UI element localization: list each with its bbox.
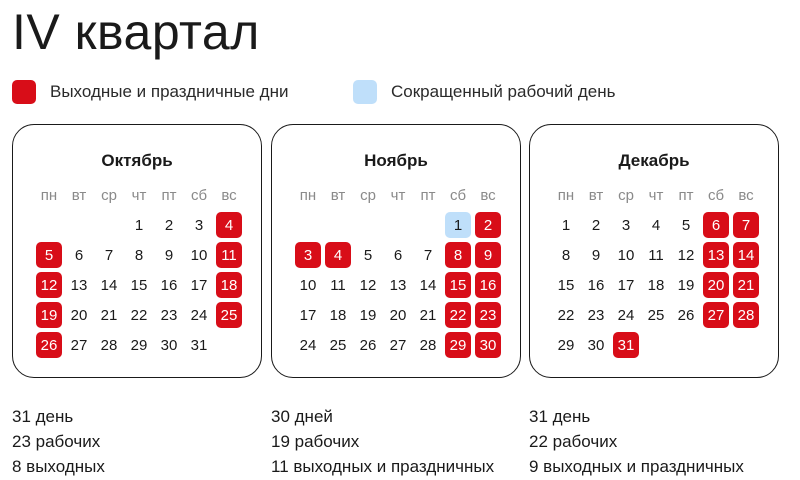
day-number: 1: [134, 216, 144, 234]
day-number: 21: [100, 306, 118, 324]
weekday-label: вс: [480, 186, 496, 204]
days-grid: [34, 180, 244, 360]
empty-day-cell: [413, 210, 443, 240]
day-cell: [353, 330, 383, 360]
day-number: 10: [299, 276, 317, 294]
day-cell: [154, 270, 184, 300]
day-number: 18: [216, 272, 242, 298]
day-cell: [353, 270, 383, 300]
day-number: 5: [36, 242, 62, 268]
day-number: 24: [190, 306, 208, 324]
day-number: 3: [194, 216, 204, 234]
month-title: Ноябрь: [364, 151, 428, 170]
holiday-day-cell: [701, 240, 731, 270]
day-number: 7: [104, 246, 114, 264]
day-number: 15: [130, 276, 148, 294]
day-number: 6: [393, 246, 403, 264]
holiday-day-cell: [323, 240, 353, 270]
day-cell: [154, 300, 184, 330]
day-number: 13: [70, 276, 88, 294]
day-cell: [581, 210, 611, 240]
day-cell: [293, 270, 323, 300]
day-number: 4: [651, 216, 661, 234]
holiday-day-cell: [473, 270, 503, 300]
day-number: 27: [70, 336, 88, 354]
day-number: 17: [299, 306, 317, 324]
day-cell: [551, 240, 581, 270]
day-number: 18: [647, 276, 665, 294]
day-cell: [94, 240, 124, 270]
day-number: 5: [681, 216, 691, 234]
day-number: 29: [130, 336, 148, 354]
legend-holiday-label: Выходные и праздничные дни: [50, 82, 289, 101]
day-number: 22: [557, 306, 575, 324]
weekday-label: вс: [738, 186, 754, 204]
day-cell: [611, 210, 641, 240]
weekday-label: пт: [420, 186, 436, 204]
day-number: 16: [587, 276, 605, 294]
day-cell: [184, 270, 214, 300]
calendar-december: [529, 124, 779, 378]
day-number: 6: [703, 212, 729, 238]
holiday-day-cell: [701, 210, 731, 240]
day-cell: [551, 210, 581, 240]
day-number: 26: [677, 306, 695, 324]
day-cell: [293, 300, 323, 330]
day-number: 29: [445, 332, 471, 358]
day-number: 6: [74, 246, 84, 264]
day-cell: [94, 330, 124, 360]
day-cell: [124, 300, 154, 330]
day-number: 1: [561, 216, 571, 234]
day-number: 11: [330, 276, 346, 294]
day-cell: [383, 240, 413, 270]
day-cell: [184, 240, 214, 270]
weekday-label: вт: [588, 186, 604, 204]
day-cell: [124, 240, 154, 270]
day-cell: [413, 240, 443, 270]
day-cell: [671, 300, 701, 330]
holiday-day-cell: [214, 300, 244, 330]
day-number: 28: [419, 336, 437, 354]
day-cell: [383, 330, 413, 360]
day-number: 15: [445, 272, 471, 298]
day-number: 22: [445, 302, 471, 328]
day-number: 24: [617, 306, 635, 324]
stats-days-off: 8 выходных: [12, 457, 105, 476]
holiday-day-cell: [473, 330, 503, 360]
day-number: 9: [591, 246, 601, 264]
stats-october: [12, 404, 105, 479]
empty-day-cell: [34, 210, 64, 240]
short-day-cell: [443, 210, 473, 240]
day-cell: [551, 300, 581, 330]
day-number: 27: [703, 302, 729, 328]
holiday-swatch-icon: [12, 80, 36, 104]
day-number: 23: [475, 302, 501, 328]
day-number: 31: [190, 336, 208, 354]
month-title: Декабрь: [618, 151, 690, 170]
day-cell: [94, 300, 124, 330]
stats-november: [271, 404, 494, 479]
day-number: 11: [648, 246, 664, 264]
day-number: 18: [329, 306, 347, 324]
day-cell: [641, 270, 671, 300]
day-number: 26: [36, 332, 62, 358]
day-cell: [184, 210, 214, 240]
day-number: 20: [389, 306, 407, 324]
day-number: 8: [445, 242, 471, 268]
day-number: 7: [423, 246, 433, 264]
empty-day-cell: [353, 210, 383, 240]
legend-short-day-label: Сокращенный рабочий день: [391, 82, 616, 101]
day-number: 1: [445, 212, 471, 238]
day-cell: [641, 210, 671, 240]
day-cell: [154, 210, 184, 240]
day-cell: [64, 240, 94, 270]
day-cell: [353, 300, 383, 330]
day-cell: [413, 300, 443, 330]
day-cell: [413, 270, 443, 300]
page-title: IV квартал: [12, 4, 260, 60]
day-cell: [641, 240, 671, 270]
empty-day-cell: [64, 210, 94, 240]
day-number: 8: [134, 246, 144, 264]
day-number: 17: [617, 276, 635, 294]
day-cell: [641, 300, 671, 330]
day-number: 24: [299, 336, 317, 354]
weekday-label: сб: [707, 186, 725, 204]
day-cell: [184, 300, 214, 330]
day-cell: [581, 300, 611, 330]
day-cell: [671, 270, 701, 300]
day-number: 3: [295, 242, 321, 268]
short-day-swatch-icon: [353, 80, 377, 104]
holiday-day-cell: [34, 300, 64, 330]
day-number: 25: [329, 336, 347, 354]
holiday-day-cell: [473, 210, 503, 240]
day-number: 14: [100, 276, 118, 294]
day-number: 12: [359, 276, 377, 294]
weekday-label: вт: [330, 186, 346, 204]
day-cell: [551, 330, 581, 360]
weekday-label: сб: [190, 186, 208, 204]
day-number: 11: [216, 242, 242, 268]
day-cell: [383, 270, 413, 300]
day-number: 7: [733, 212, 759, 238]
day-number: 31: [613, 332, 639, 358]
day-number: 14: [419, 276, 437, 294]
day-number: 10: [190, 246, 208, 264]
day-number: 19: [359, 306, 377, 324]
day-cell: [64, 330, 94, 360]
holiday-day-cell: [731, 270, 761, 300]
day-number: 26: [359, 336, 377, 354]
weekday-label: ср: [618, 186, 634, 204]
day-cell: [124, 330, 154, 360]
day-number: 19: [36, 302, 62, 328]
day-number: 21: [419, 306, 437, 324]
holiday-day-cell: [34, 240, 64, 270]
day-number: 22: [130, 306, 148, 324]
day-cell: [124, 270, 154, 300]
day-number: 30: [160, 336, 178, 354]
day-cell: [94, 270, 124, 300]
day-cell: [293, 330, 323, 360]
day-cell: [671, 210, 701, 240]
month-title: Октябрь: [101, 151, 173, 170]
holiday-day-cell: [293, 240, 323, 270]
calendar-october: [12, 124, 262, 378]
weekday-label: пт: [161, 186, 177, 204]
weekday-label: сб: [449, 186, 467, 204]
day-number: 29: [557, 336, 575, 354]
holiday-day-cell: [34, 330, 64, 360]
day-number: 10: [617, 246, 635, 264]
stats-days-off: 9 выходных и праздничных: [529, 457, 744, 476]
days-grid: [293, 180, 503, 360]
day-number: 2: [591, 216, 601, 234]
weekday-label: пн: [299, 186, 317, 204]
day-number: 12: [36, 272, 62, 298]
weekday-label: вт: [71, 186, 87, 204]
days-grid: [551, 180, 761, 360]
day-number: 3: [621, 216, 631, 234]
day-number: 4: [216, 212, 242, 238]
day-number: 23: [160, 306, 178, 324]
day-cell: [551, 270, 581, 300]
weekday-label: ср: [360, 186, 376, 204]
day-number: 9: [475, 242, 501, 268]
day-number: 5: [363, 246, 373, 264]
holiday-day-cell: [731, 240, 761, 270]
day-number: 20: [703, 272, 729, 298]
weekday-label: пн: [40, 186, 58, 204]
day-number: 20: [70, 306, 88, 324]
day-number: 8: [561, 246, 571, 264]
holiday-day-cell: [443, 240, 473, 270]
day-cell: [611, 300, 641, 330]
day-number: 17: [190, 276, 208, 294]
holiday-day-cell: [473, 240, 503, 270]
day-cell: [581, 270, 611, 300]
day-number: 28: [100, 336, 118, 354]
weekday-label: пн: [557, 186, 575, 204]
stats-total-days: 31 день: [12, 407, 74, 426]
day-cell: [124, 210, 154, 240]
holiday-day-cell: [731, 300, 761, 330]
day-cell: [611, 270, 641, 300]
day-cell: [64, 270, 94, 300]
day-number: 25: [647, 306, 665, 324]
day-number: 13: [703, 242, 729, 268]
day-number: 13: [389, 276, 407, 294]
holiday-day-cell: [443, 270, 473, 300]
weekday-label: чт: [390, 186, 406, 204]
empty-day-cell: [293, 210, 323, 240]
day-number: 27: [389, 336, 407, 354]
holiday-day-cell: [611, 330, 641, 360]
empty-day-cell: [383, 210, 413, 240]
day-number: 16: [160, 276, 178, 294]
stats-total-days: 31 день: [529, 407, 591, 426]
stats-days-off: 11 выходных и праздничных: [271, 457, 495, 476]
stats-december: [529, 404, 744, 479]
weekday-label: чт: [131, 186, 147, 204]
day-cell: [413, 330, 443, 360]
day-number: 21: [733, 272, 759, 298]
day-cell: [383, 300, 413, 330]
day-cell: [353, 240, 383, 270]
day-number: 15: [557, 276, 575, 294]
day-cell: [184, 330, 214, 360]
holiday-day-cell: [214, 240, 244, 270]
day-number: 4: [325, 242, 351, 268]
day-number: 25: [216, 302, 242, 328]
day-number: 12: [677, 246, 695, 264]
holiday-day-cell: [443, 330, 473, 360]
day-cell: [154, 240, 184, 270]
legend-holiday: [12, 80, 288, 104]
holiday-day-cell: [731, 210, 761, 240]
day-cell: [323, 300, 353, 330]
day-number: 9: [164, 246, 174, 264]
day-cell: [323, 330, 353, 360]
empty-day-cell: [94, 210, 124, 240]
day-cell: [323, 270, 353, 300]
day-cell: [581, 330, 611, 360]
day-number: 23: [587, 306, 605, 324]
empty-day-cell: [323, 210, 353, 240]
day-number: 16: [475, 272, 501, 298]
day-number: 19: [677, 276, 695, 294]
holiday-day-cell: [443, 300, 473, 330]
stats-working-days: 23 рабочих: [12, 432, 101, 451]
weekday-label: ср: [101, 186, 117, 204]
weekday-label: вс: [221, 186, 237, 204]
day-cell: [581, 240, 611, 270]
day-number: 2: [475, 212, 501, 238]
holiday-day-cell: [214, 270, 244, 300]
holiday-day-cell: [214, 210, 244, 240]
weekday-label: пт: [678, 186, 694, 204]
day-cell: [64, 300, 94, 330]
legend-short-day: [353, 80, 615, 104]
day-cell: [671, 240, 701, 270]
day-number: 30: [587, 336, 605, 354]
stats-total-days: 30 дней: [271, 407, 333, 426]
day-number: 30: [475, 332, 501, 358]
stats-working-days: 19 рабочих: [271, 432, 360, 451]
stats-working-days: 22 рабочих: [529, 432, 618, 451]
weekday-label: чт: [648, 186, 664, 204]
day-number: 28: [733, 302, 759, 328]
holiday-day-cell: [34, 270, 64, 300]
day-cell: [611, 240, 641, 270]
holiday-day-cell: [701, 300, 731, 330]
day-cell: [154, 330, 184, 360]
holiday-day-cell: [701, 270, 731, 300]
day-number: 2: [164, 216, 174, 234]
calendar-november: [271, 124, 521, 378]
day-number: 14: [733, 242, 759, 268]
holiday-day-cell: [473, 300, 503, 330]
